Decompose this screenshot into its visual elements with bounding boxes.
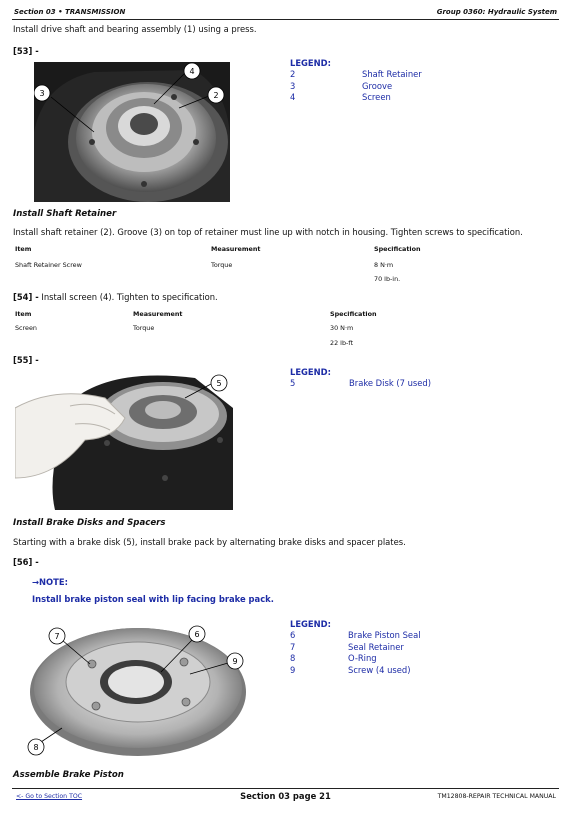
brake-piston-photo — [26, 620, 250, 760]
legend-55 — [290, 367, 432, 390]
table-cell-spec-metric: 8 N·m — [374, 261, 394, 269]
legend-row: 5 Brake Disk (7 used) — [290, 378, 432, 388]
legend-row: 3 Groove — [290, 80, 393, 91]
brake-disks-text: Starting with a brake disk (5), install brake pack by alternating brake disks and spacer plates. — [13, 537, 406, 547]
legend-row: 2 Shaft Retainer — [290, 69, 422, 79]
callout-4: 4 — [189, 67, 195, 76]
callout-5: 5 — [216, 379, 222, 388]
heading-install-brake-disks: Install Brake Disks and Spacers — [13, 518, 166, 528]
shaft-retainer-photo — [34, 62, 230, 202]
intro-text: Install drive shaft and bearing assembly (1) using a press. — [13, 24, 257, 34]
step-55-label: [55] - — [13, 355, 39, 365]
brake-disk-photo — [15, 368, 233, 510]
legend-53 — [290, 58, 422, 104]
header-divider — [12, 19, 559, 20]
shaft-retainer-text: Install shaft retainer (2). Groove (3) on top of retainer must line up with notch in housing. Tighten screws to specification. — [13, 227, 523, 237]
callout-8: 8 — [33, 743, 39, 752]
legend-56 — [290, 619, 421, 676]
callout-2: 2 — [213, 91, 219, 100]
callout-6: 6 — [194, 630, 200, 639]
table-cell-item: Shaft Retainer Screw — [15, 261, 82, 269]
legend-row: 8 O-Ring — [290, 653, 377, 663]
step-54: [54] - Install screen (4). Tighten to specification. — [13, 292, 218, 302]
table-header-specification: Specification — [374, 245, 421, 253]
heading-assemble-brake-piston: Assemble Brake Piston — [13, 770, 124, 780]
manual-title: TM12808-REPAIR TECHNICAL MANUAL — [437, 793, 556, 800]
legend-title: LEGEND: — [290, 367, 331, 377]
legend-title: LEGEND: — [290, 619, 331, 629]
table-cell-spec-imperial: 70 lb-in. — [374, 275, 401, 283]
section-header: Section 03 • TRANSMISSION — [14, 8, 126, 16]
group-header: Group 0360: Hydraulic System — [436, 8, 557, 16]
table-cell-spec-metric: 30 N·m — [330, 324, 354, 332]
note-text: Install brake piston seal with lip facing brake pack. — [32, 594, 274, 604]
note-label: →NOTE: — [32, 577, 68, 587]
table-header-item: Item — [15, 310, 32, 318]
legend-row: 4 Screen — [290, 92, 391, 102]
legend-row: 9 Screw (4 used) — [290, 664, 411, 675]
step-56-label: [56] - — [13, 557, 39, 567]
callout-3: 3 — [39, 89, 45, 98]
table-cell-item: Screen — [15, 324, 37, 332]
heading-install-shaft-retainer: Install Shaft Retainer — [13, 209, 117, 219]
section-toc-link[interactable]: <- Go to Section TOC — [16, 793, 83, 800]
legend-title: LEGEND: — [290, 58, 331, 68]
callout-7: 7 — [54, 632, 60, 641]
table-cell-measurement: Torque — [133, 324, 155, 332]
table-header-measurement: Measurement — [133, 310, 183, 318]
legend-row: 6 Brake Piston Seal — [290, 630, 421, 640]
page-number: Section 03 page 21 — [240, 791, 331, 801]
table-cell-spec-imperial: 22 lb-ft — [330, 339, 353, 347]
table-header-item: Item — [15, 245, 32, 253]
footer-divider — [12, 788, 559, 789]
table-header-measurement: Measurement — [211, 245, 261, 253]
table-header-specification: Specification — [330, 310, 377, 318]
callout-9: 9 — [232, 657, 238, 666]
table-cell-measurement: Torque — [211, 261, 233, 269]
step-53-label: [53] - — [13, 46, 39, 56]
legend-row: 7 Seal Retainer — [290, 641, 404, 652]
